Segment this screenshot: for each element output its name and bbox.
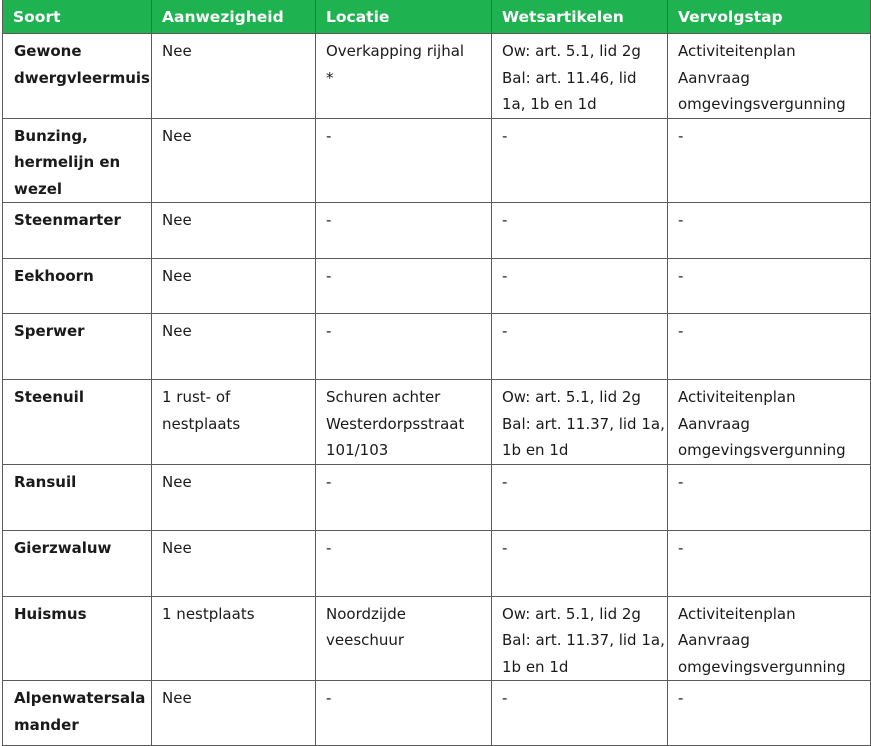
cell-text: Activiteitenplan — [678, 604, 796, 623]
cell-text: 101/103 — [326, 441, 389, 459]
table-row — [3, 34, 871, 119]
cell-text: Ow: art. 5.1, lid 2g — [502, 388, 641, 406]
cell-text: Activiteitenplan — [678, 388, 796, 406]
cell-text: 1 nestplaats — [162, 604, 255, 623]
cell-text: Ransuil — [14, 472, 77, 491]
cell-text: nestplaats — [162, 414, 241, 433]
cell-text: Nee — [162, 42, 192, 60]
cell-wetsartikelen — [492, 259, 668, 314]
cell-text: * — [326, 68, 334, 87]
cell-soort — [3, 118, 152, 203]
cell-text: Steenuil — [14, 388, 84, 406]
cell-text: dwergvleermuis — [14, 68, 150, 87]
cell-text: Aanvraag — [678, 414, 750, 433]
cell-text: - — [502, 322, 508, 340]
cell-text: - — [678, 538, 684, 557]
cell-text: - — [326, 267, 332, 285]
cell-aanwezigheid — [152, 259, 316, 314]
cell-soort — [3, 681, 152, 746]
cell-soort — [3, 259, 152, 314]
cell-text: Bunzing, — [14, 126, 88, 145]
cell-wetsartikelen — [492, 530, 668, 596]
cell-text: Noordzijde — [326, 604, 406, 623]
cell-text: - — [502, 689, 508, 707]
cell-vervolgstap — [668, 380, 871, 465]
cell-soort — [3, 464, 152, 530]
cell-text: Nee — [162, 689, 192, 707]
table-row — [3, 203, 871, 259]
cell-text: Aanvraag — [678, 631, 750, 649]
cell-text: - — [326, 472, 332, 491]
cell-soort — [3, 596, 152, 681]
cell-soort — [3, 314, 152, 380]
cell-locatie — [316, 203, 492, 259]
cell-text: - — [326, 211, 332, 229]
cell-text: Alpenwatersala — [14, 689, 146, 707]
cell-vervolgstap — [668, 530, 871, 596]
header-soort: Soort — [3, 0, 152, 34]
cell-aanwezigheid — [152, 118, 316, 203]
cell-text: Activiteitenplan — [678, 42, 796, 60]
cell-text: Nee — [162, 538, 192, 557]
cell-wetsartikelen — [492, 34, 668, 119]
table-row — [3, 530, 871, 596]
cell-locatie — [316, 596, 492, 681]
cell-soort — [3, 203, 152, 259]
cell-locatie — [316, 314, 492, 380]
cell-text: mander — [14, 715, 79, 734]
cell-text: - — [678, 322, 684, 340]
cell-text: Steenmarter — [14, 211, 121, 229]
cell-aanwezigheid — [152, 596, 316, 681]
cell-vervolgstap — [668, 314, 871, 380]
table-row — [3, 118, 871, 203]
cell-aanwezigheid — [152, 314, 316, 380]
cell-locatie — [316, 380, 492, 465]
cell-locatie — [316, 259, 492, 314]
cell-text: Gierzwaluw — [14, 538, 112, 557]
table-row — [3, 259, 871, 314]
header-locatie: Locatie — [316, 0, 492, 34]
cell-text: Gewone — [14, 42, 82, 60]
cell-text: Nee — [162, 211, 192, 229]
cell-text: omgevingsvergunning — [678, 95, 846, 113]
cell-text: 1b en 1d — [502, 441, 569, 459]
cell-text: Westerdorpsstraat — [326, 414, 465, 433]
species-table — [2, 0, 871, 746]
cell-text: - — [678, 267, 684, 285]
cell-locatie — [316, 34, 492, 119]
cell-text: - — [502, 472, 508, 491]
cell-wetsartikelen — [492, 596, 668, 681]
cell-text: - — [678, 472, 684, 491]
cell-vervolgstap — [668, 203, 871, 259]
cell-aanwezigheid — [152, 530, 316, 596]
table-row — [3, 380, 871, 465]
cell-text: Bal: art. 11.37, lid 1a, — [502, 631, 665, 649]
cell-locatie — [316, 464, 492, 530]
cell-wetsartikelen — [492, 681, 668, 746]
cell-vervolgstap — [668, 464, 871, 530]
cell-aanwezigheid — [152, 681, 316, 746]
cell-wetsartikelen — [492, 203, 668, 259]
cell-vervolgstap — [668, 118, 871, 203]
cell-text: - — [502, 538, 508, 557]
cell-aanwezigheid — [152, 380, 316, 465]
cell-text: Sperwer — [14, 322, 85, 340]
cell-text: Bal: art. 11.46, lid — [502, 68, 637, 87]
cell-text: Eekhoorn — [14, 267, 94, 285]
cell-aanwezigheid — [152, 203, 316, 259]
cell-locatie — [316, 118, 492, 203]
cell-text: Nee — [162, 322, 192, 340]
cell-wetsartikelen — [492, 314, 668, 380]
cell-text: - — [326, 689, 332, 707]
cell-text: 1a, 1b en 1d — [502, 95, 597, 113]
cell-soort — [3, 34, 152, 119]
header-vervolgstap: Vervolgstap — [668, 0, 871, 34]
cell-aanwezigheid — [152, 464, 316, 530]
cell-text: omgevingsvergunning — [678, 441, 846, 459]
table-body — [3, 34, 871, 746]
cell-text: - — [678, 211, 684, 229]
cell-text: Nee — [162, 472, 192, 491]
header-wetsartikelen: Wetsartikelen — [492, 0, 668, 34]
cell-soort — [3, 530, 152, 596]
cell-text: veeschuur — [326, 631, 405, 649]
cell-text: - — [502, 211, 508, 229]
cell-vervolgstap — [668, 681, 871, 746]
cell-text: Nee — [162, 126, 192, 145]
cell-text: - — [502, 126, 508, 145]
cell-text: - — [326, 538, 332, 557]
header-aanwezigheid: Aanwezigheid — [152, 0, 316, 34]
table-row — [3, 464, 871, 530]
cell-text: Overkapping rijhal — [326, 42, 465, 60]
table-row — [3, 681, 871, 746]
table-row — [3, 314, 871, 380]
cell-text: wezel — [14, 179, 63, 198]
cell-text: Nee — [162, 267, 192, 285]
cell-text: 1b en 1d — [502, 657, 569, 676]
cell-text: Aanvraag — [678, 68, 750, 87]
cell-text: Huismus — [14, 604, 87, 623]
cell-locatie — [316, 681, 492, 746]
cell-aanwezigheid — [152, 34, 316, 119]
cell-text: Schuren achter — [326, 388, 441, 406]
cell-text: Ow: art. 5.1, lid 2g — [502, 604, 641, 623]
cell-text: Ow: art. 5.1, lid 2g — [502, 42, 641, 60]
cell-locatie — [316, 530, 492, 596]
cell-wetsartikelen — [492, 118, 668, 203]
cell-text: omgevingsvergunning — [678, 657, 846, 676]
cell-text: - — [326, 322, 332, 340]
cell-wetsartikelen — [492, 464, 668, 530]
cell-text: - — [678, 126, 684, 145]
cell-text: 1 rust- of — [162, 388, 231, 406]
cell-soort — [3, 380, 152, 465]
table-row — [3, 596, 871, 681]
cell-text: - — [678, 689, 684, 707]
cell-text: hermelijn en — [14, 153, 121, 171]
header-row — [3, 0, 871, 34]
cell-text: - — [502, 267, 508, 285]
cell-vervolgstap — [668, 259, 871, 314]
cell-text: Bal: art. 11.37, lid 1a, — [502, 414, 665, 433]
cell-vervolgstap — [668, 34, 871, 119]
cell-vervolgstap — [668, 596, 871, 681]
cell-wetsartikelen — [492, 380, 668, 465]
cell-text: - — [326, 126, 332, 145]
